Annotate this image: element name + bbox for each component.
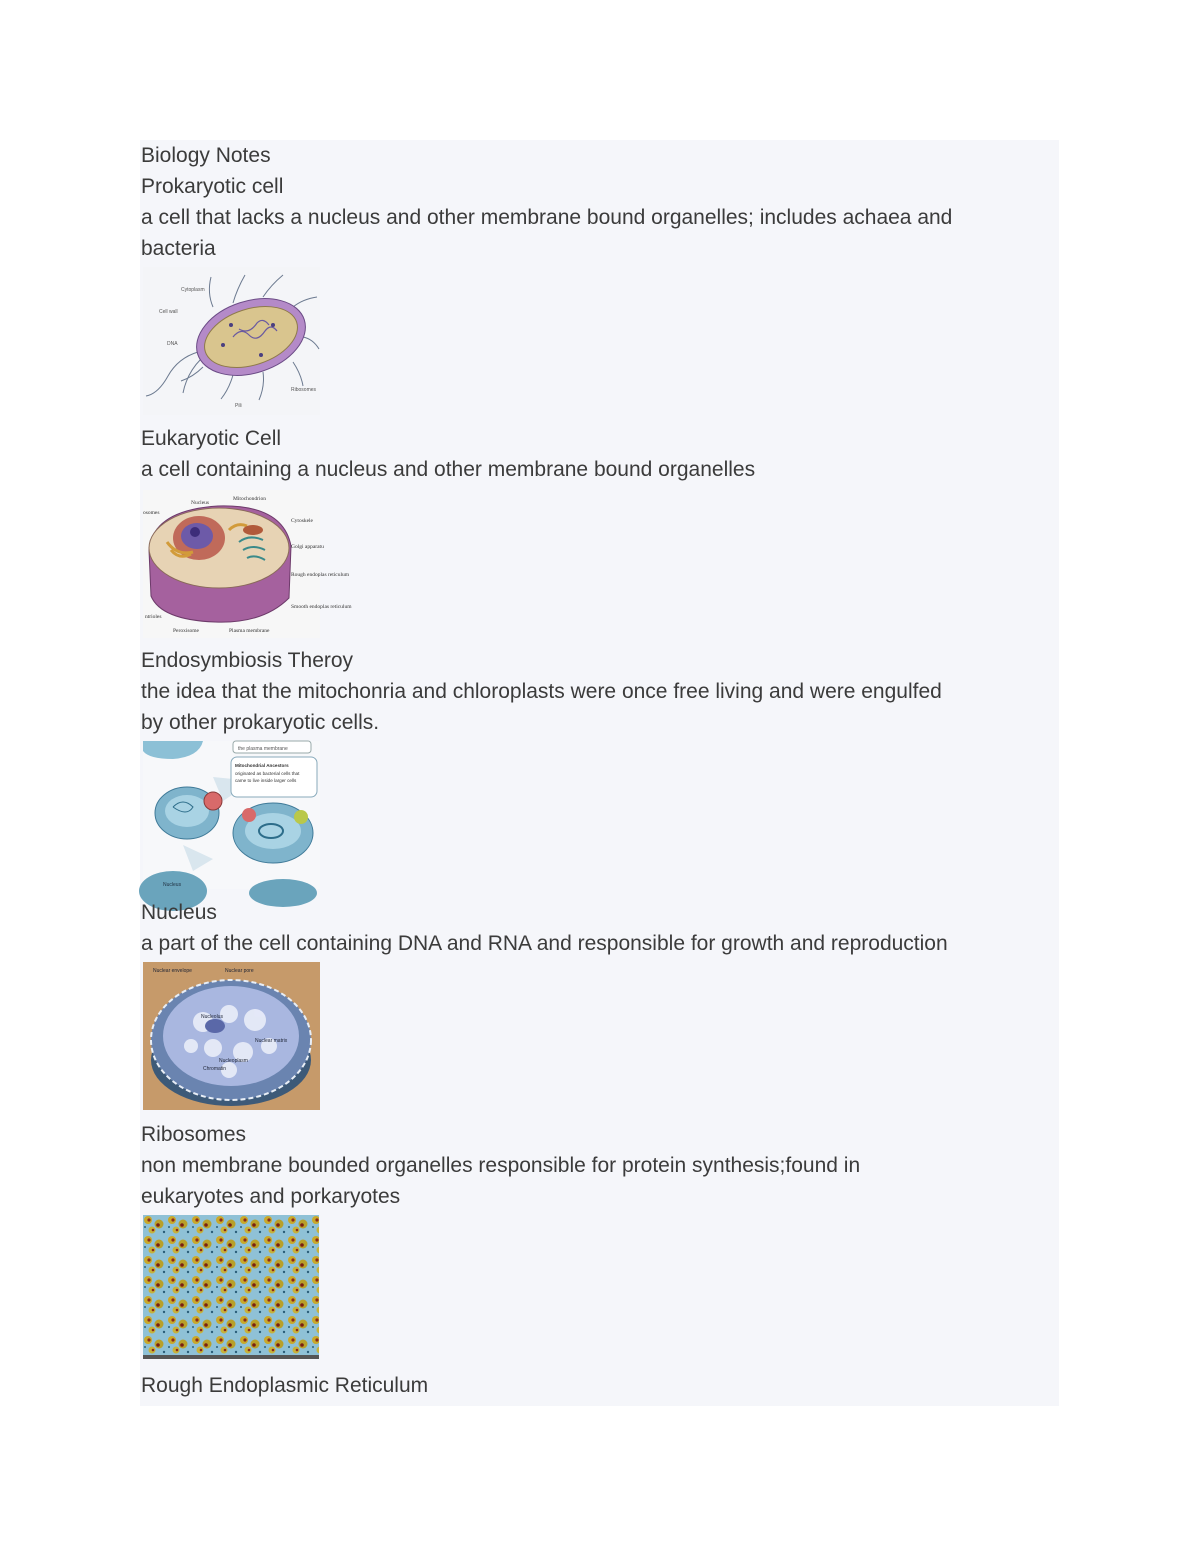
figure-label: Golgi apparatu [291, 544, 324, 550]
definition-line: eukaryotes and porkaryotes [141, 1185, 401, 1208]
figure-label: Mitochondrial Ancestors [235, 763, 289, 768]
definition-line: a cell containing a nucleus and other membrane bound organelles [141, 458, 756, 481]
term-heading-ribosomes: Ribosomes [141, 1123, 247, 1146]
figure-label: Nucleoplasm [219, 1058, 248, 1064]
definition-line: a cell that lacks a nucleus and other membrane bound organelles; includes achaea and [141, 206, 953, 229]
term-heading-eukaryotic: Eukaryotic Cell [141, 427, 282, 450]
endosymbiosis-diagram [143, 741, 320, 889]
eukaryotic-cell-illustration [143, 490, 352, 638]
figure-label: Cytoplasm [181, 287, 205, 293]
endosymbiosis-figure [143, 741, 320, 889]
figure-label: originated as bacterial cells that [235, 771, 300, 776]
figure-label: ntrioles [145, 614, 162, 620]
figure-label: Nucleus [191, 500, 210, 506]
figure-label: the plasma membrane [238, 746, 288, 752]
figure-label: Nuclear envelope [153, 968, 192, 974]
figure-label: Mitochondrion [233, 496, 266, 502]
definition-line: by other prokaryotic cells. [141, 711, 380, 734]
figure-label: came to live inside larger cells [235, 778, 297, 783]
prokaryotic-cell-illustration [143, 267, 320, 415]
figure-label: Nucleolus [201, 1014, 223, 1020]
nucleus-illustration [143, 962, 320, 1110]
term-heading-endosymbiosis: Endosymbiosis Theroy [141, 649, 354, 672]
prokaryotic-cell-figure [143, 267, 320, 415]
figure-label: Cytoskele [291, 518, 313, 524]
definition-line: the idea that the mitochonria and chloroplasts were once free living and were engulfed [141, 680, 942, 703]
figure-label: Cell wall [159, 309, 178, 315]
definition-line: non membrane bounded organelles responsible for protein synthesis;found in [141, 1154, 861, 1177]
figure-label: Ribosomes [291, 387, 317, 393]
ribosomes-micrograph [143, 1215, 319, 1359]
page-title: Biology Notes [141, 144, 271, 167]
nucleus-figure [143, 962, 320, 1110]
figure-label: Peroxisome [173, 628, 199, 634]
figure-label: Pili [235, 403, 242, 409]
figure-label: Nuclear matrix [255, 1038, 288, 1044]
figure-label: Nuclear pore [225, 968, 254, 974]
figure-label: Chromatin [203, 1066, 227, 1072]
term-heading-nucleus: Nucleus [141, 901, 217, 924]
figure-label: Plasma membrane [229, 628, 270, 634]
eukaryotic-cell-figure [143, 490, 352, 638]
figure-label: osomes [143, 510, 160, 516]
figure-label: Rough endoplas reticulum [291, 572, 350, 578]
ribosomes-figure [143, 1215, 319, 1359]
figure-label: Smooth endoplas reticulum [291, 604, 352, 610]
definition-line: bacteria [141, 237, 216, 260]
term-heading-rough-er: Rough Endoplasmic Reticulum [141, 1374, 429, 1397]
definition-line: a part of the cell containing DNA and RNA and responsible for growth and reproduction [141, 932, 948, 955]
term-heading-prokaryotic: Prokaryotic cell [141, 175, 284, 198]
figure-label: Nucleus [163, 882, 182, 888]
figure-label: DNA [167, 341, 178, 347]
